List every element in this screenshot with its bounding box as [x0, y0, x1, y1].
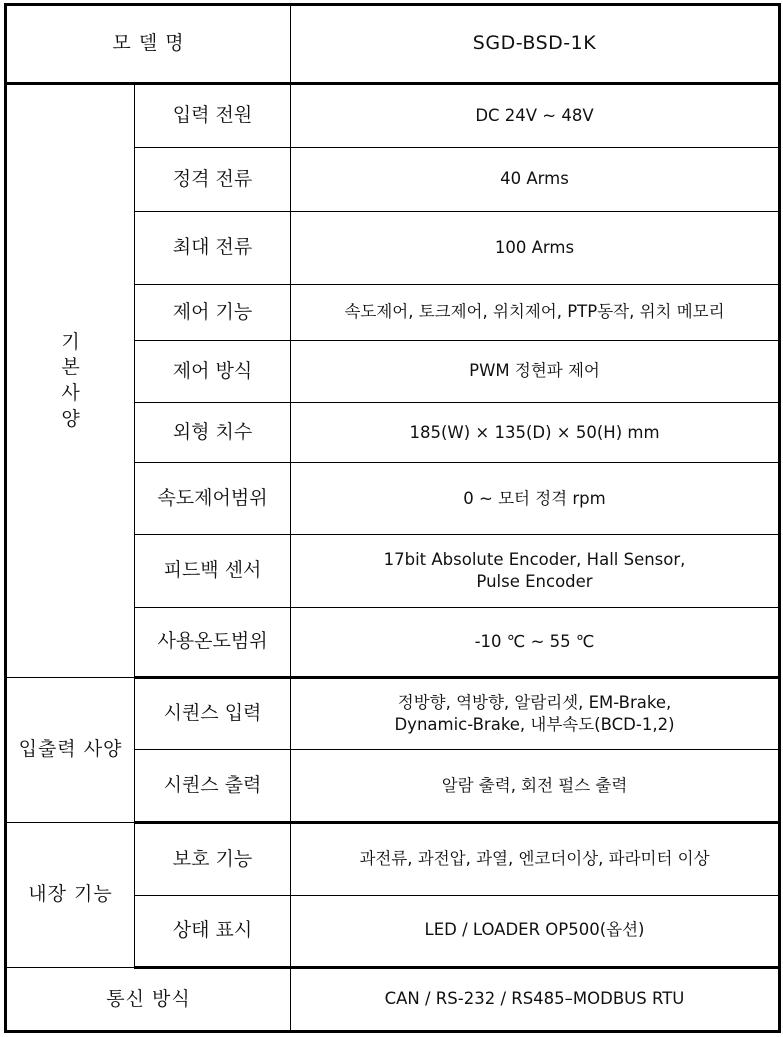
row-protection — [6, 823, 780, 895]
basic-category-char: 기 — [61, 330, 80, 353]
feedback-sensor-label: 피드백 센서 — [135, 535, 291, 607]
feedback-sensor-value — [291, 535, 780, 607]
sequence-input-value — [291, 677, 780, 749]
speed-range-label: 속도제어범위 — [135, 463, 291, 535]
control-function-value: 속도제어, 토크제어, 위치제어, PTP동작, 위치 메모리 — [291, 284, 780, 340]
sequence-output-label: 시퀀스 출력 — [135, 750, 291, 823]
row-input-power — [6, 84, 780, 148]
communication-value: CAN / RS-232 / RS485–MODBUS RTU — [291, 967, 780, 1031]
max-current-label: 최대 전류 — [135, 211, 291, 284]
control-function-label: 제어 기능 — [135, 284, 291, 340]
sequence-input-label: 시퀀스 입력 — [135, 677, 291, 749]
model-label: 모 델 명 — [6, 5, 291, 84]
feedback-sensor-line: Pulse Encoder — [476, 572, 593, 592]
row-communication — [6, 967, 780, 1031]
feedback-sensor-line: 17bit Absolute Encoder, Hall Sensor, — [383, 549, 686, 569]
builtin-category: 내장 기능 — [6, 823, 135, 967]
basic-category-char: 본 — [61, 356, 80, 379]
dimensions-label: 외형 치수 — [135, 403, 291, 463]
status-display-label: 상태 표시 — [135, 895, 291, 967]
sequence-output-value: 알람 출력, 회전 펄스 출력 — [291, 750, 780, 823]
sequence-input-line: Dynamic-Brake, 내부속도(BCD-1,2) — [394, 714, 675, 734]
speed-range-value: 0 ~ 모터 정격 rpm — [291, 463, 780, 535]
sequence-input-line: 정방향, 역방향, 알람리셋, EM-Brake, — [397, 692, 672, 712]
io-category: 입출력 사양 — [6, 677, 135, 822]
protection-label: 보호 기능 — [135, 823, 291, 895]
row-model — [6, 5, 780, 84]
control-method-value: PWM 정현파 제어 — [291, 340, 780, 402]
rated-current-value: 40 Arms — [291, 148, 780, 211]
input-power-label: 입력 전원 — [135, 84, 291, 148]
operating-temp-value: -10 ℃ ~ 55 ℃ — [291, 607, 780, 677]
operating-temp-label: 사용온도범위 — [135, 607, 291, 677]
rated-current-label: 정격 전류 — [135, 148, 291, 211]
basic-category-char: 사 — [61, 382, 80, 405]
status-display-value: LED / LOADER OP500(옵션) — [291, 895, 780, 967]
input-power-value: DC 24V ~ 48V — [291, 84, 780, 148]
model-value: SGD-BSD-1K — [291, 5, 780, 84]
spec-table — [4, 3, 781, 1033]
communication-label: 통신 방식 — [6, 967, 291, 1031]
max-current-value: 100 Arms — [291, 211, 780, 284]
basic-category — [6, 84, 135, 678]
basic-category-char: 양 — [61, 407, 80, 430]
protection-value: 과전류, 과전압, 과열, 엔코더이상, 파라미터 이상 — [291, 823, 780, 895]
control-method-label: 제어 방식 — [135, 340, 291, 402]
dimensions-value: 185(W) × 135(D) × 50(H) mm — [291, 403, 780, 463]
row-sequence-input — [6, 677, 780, 749]
